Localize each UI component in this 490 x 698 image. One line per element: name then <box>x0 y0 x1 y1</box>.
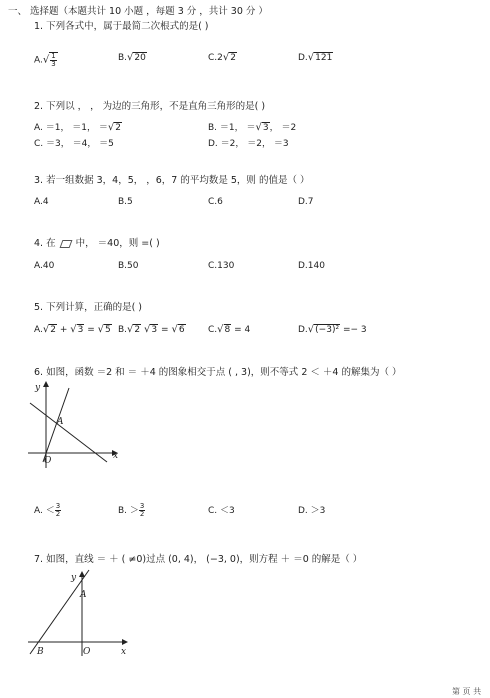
q1-option-a: A.√ $\frac{1}{3}$ <box>34 52 56 68</box>
q6-option-c: C. ＜3 <box>208 506 235 516</box>
q5-option-a-plus: + <box>59 325 68 335</box>
q3-option-b: B.5 <box>118 197 133 207</box>
q2-option-b-tail: ， ＝2 <box>269 123 297 133</box>
q7-label-y: y <box>71 573 77 583</box>
q2-option-b-radicand: 3 <box>262 123 269 133</box>
q5-option-a-r2: 3 <box>77 325 84 335</box>
q7-label-x: x <box>121 647 127 657</box>
page-footer: 第 页 共 <box>452 687 482 696</box>
q4-stem-pre: 4. 在 <box>34 238 56 249</box>
q6-option-b-num: 3 <box>139 502 145 510</box>
q5-option-a-eq: = <box>87 325 95 335</box>
q3-stem: 3. 若一组数据 3，4，5， ，6，7 的平均数是 5，则 的值是（ ） <box>34 175 310 186</box>
q5-option-d: D.√(−3)² =− 3 <box>298 324 367 335</box>
q5-option-b-r2: 3 <box>151 325 158 335</box>
q6-label-x: x <box>113 451 119 461</box>
q2-option-b: B. ＝1， ＝√3， ＝2 <box>208 122 297 133</box>
q6-option-b-den: 2 <box>139 510 145 518</box>
q1-option-d-label: D. <box>298 53 308 63</box>
q1-option-c-value: 2 <box>230 53 236 63</box>
q5-option-a-r1: 2 <box>50 325 56 335</box>
q5-stem: 5. 下列计算，正确的是( ) <box>34 302 143 313</box>
q6-option-a <box>34 503 61 518</box>
q1-option-d: D.√121 <box>298 52 333 63</box>
q5-option-a-label: A. <box>34 325 43 335</box>
q1-option-a-label: A. <box>34 55 43 66</box>
q3-option-a: A.4 <box>34 197 49 207</box>
q1-stem: 1. 下列各式中，属于最简二次根式的是( ) <box>34 21 209 32</box>
q6-label-y: y <box>35 383 41 393</box>
q3-option-c: C.6 <box>208 197 223 207</box>
q2-option-b-text: B. ＝1， ＝ <box>208 123 256 133</box>
section-title: 一、 选择题（本题共计 10 小题 ，每题 3 分 ，共计 30 分 ） <box>8 6 268 17</box>
q7-label-o: O <box>83 647 91 657</box>
q4-option-c: C.130 <box>208 261 235 271</box>
q6-stem: 6. 如图，函数 ＝2 和 ＝ ＋4 的图象相交于点 ( , 3)，则不等式 2 ＜ ＋4 的解集为（ ） <box>34 367 402 378</box>
q7-label-a: A <box>80 590 87 600</box>
q5-option-b: B.√2 √3 = √6 <box>118 324 185 335</box>
q7-stem: 7. 如图，直线 ＝ ＋ ( ≠0)过点 (0, 4)， (−3, 0)，则方程 ＋ ＝0 的解是（ ） <box>34 554 363 565</box>
q5-option-b-label: B. <box>118 325 128 335</box>
q6-option-d: D. ＞3 <box>298 506 326 516</box>
q2-option-a-text: A. ＝1， ＝1， ＝ <box>34 123 108 133</box>
q1-option-d-value: 121 <box>315 53 333 63</box>
q5-option-c: C.√8 = 4 <box>208 324 251 335</box>
q6-option-a-den: 2 <box>55 510 61 518</box>
parallelogram-icon <box>59 240 72 248</box>
q5-option-d-label: D. <box>298 325 308 335</box>
q6-option-b-label: B. ＞ <box>118 506 139 516</box>
q4-stem <box>34 238 160 250</box>
q6-option-a-label: A. ＜ <box>34 506 55 516</box>
q2-option-c: C. ＝3， ＝4， ＝5 <box>34 139 114 149</box>
q6-option-a-num: 3 <box>55 502 61 510</box>
q2-option-a: A. ＝1， ＝1， ＝√2 <box>34 122 122 133</box>
q7-x-arrow-icon <box>122 639 128 645</box>
q1-option-c-label: C. <box>208 53 218 63</box>
q5-option-a-r3: 5 <box>105 325 111 335</box>
q1-option-c: C.2√2 <box>208 52 236 63</box>
q1-option-c-coef: 2 <box>217 53 223 63</box>
q7-y-arrow-icon <box>79 571 85 577</box>
q5-option-b-eq: = <box>161 325 169 335</box>
q4-stem-mid: 中， ＝40，则 =( ) <box>75 238 160 249</box>
q5-option-d-tail: =− 3 <box>342 325 367 335</box>
q1-option-b-value: 20 <box>134 53 146 63</box>
q5-option-d-r1: (−3)² <box>315 325 340 335</box>
q1-option-a-num: 1 <box>51 52 56 60</box>
q5-option-c-tail: = 4 <box>234 325 251 335</box>
q6-line-y-2x <box>43 388 69 462</box>
q2-option-a-radicand: 2 <box>115 123 122 133</box>
q5-option-c-label: C. <box>208 325 218 335</box>
q5-option-b-r1: 2 <box>134 325 141 335</box>
q7-line <box>30 570 89 654</box>
q4-option-a: A.40 <box>34 261 55 271</box>
q2-option-d: D. ＝2， ＝2， ＝3 <box>208 139 289 149</box>
q4-option-b: B.50 <box>118 261 139 271</box>
q5-option-b-r3: 6 <box>178 325 185 335</box>
q1-option-b: B.√20 <box>118 52 146 63</box>
q6-label-o: O <box>44 456 52 466</box>
q5-option-c-r1: 8 <box>224 325 231 335</box>
q6-figure <box>25 380 125 470</box>
q6-option-b <box>118 503 145 518</box>
q3-option-d: D.7 <box>298 197 314 207</box>
q6-label-a: A <box>57 417 64 427</box>
q2-stem: 2. 下列以 ， ， 为边的三角形，不是直角三角形的是( ) <box>34 101 266 112</box>
q7-figure <box>25 568 135 658</box>
q1-option-a-den: 3 <box>51 60 56 68</box>
q4-option-d: D.140 <box>298 261 325 271</box>
q7-label-b: B <box>37 647 44 657</box>
q5-option-a: A.√2 + √3 = √5 <box>34 324 111 335</box>
q6-y-arrow-icon <box>43 381 49 387</box>
q1-option-b-label: B. <box>118 53 128 63</box>
